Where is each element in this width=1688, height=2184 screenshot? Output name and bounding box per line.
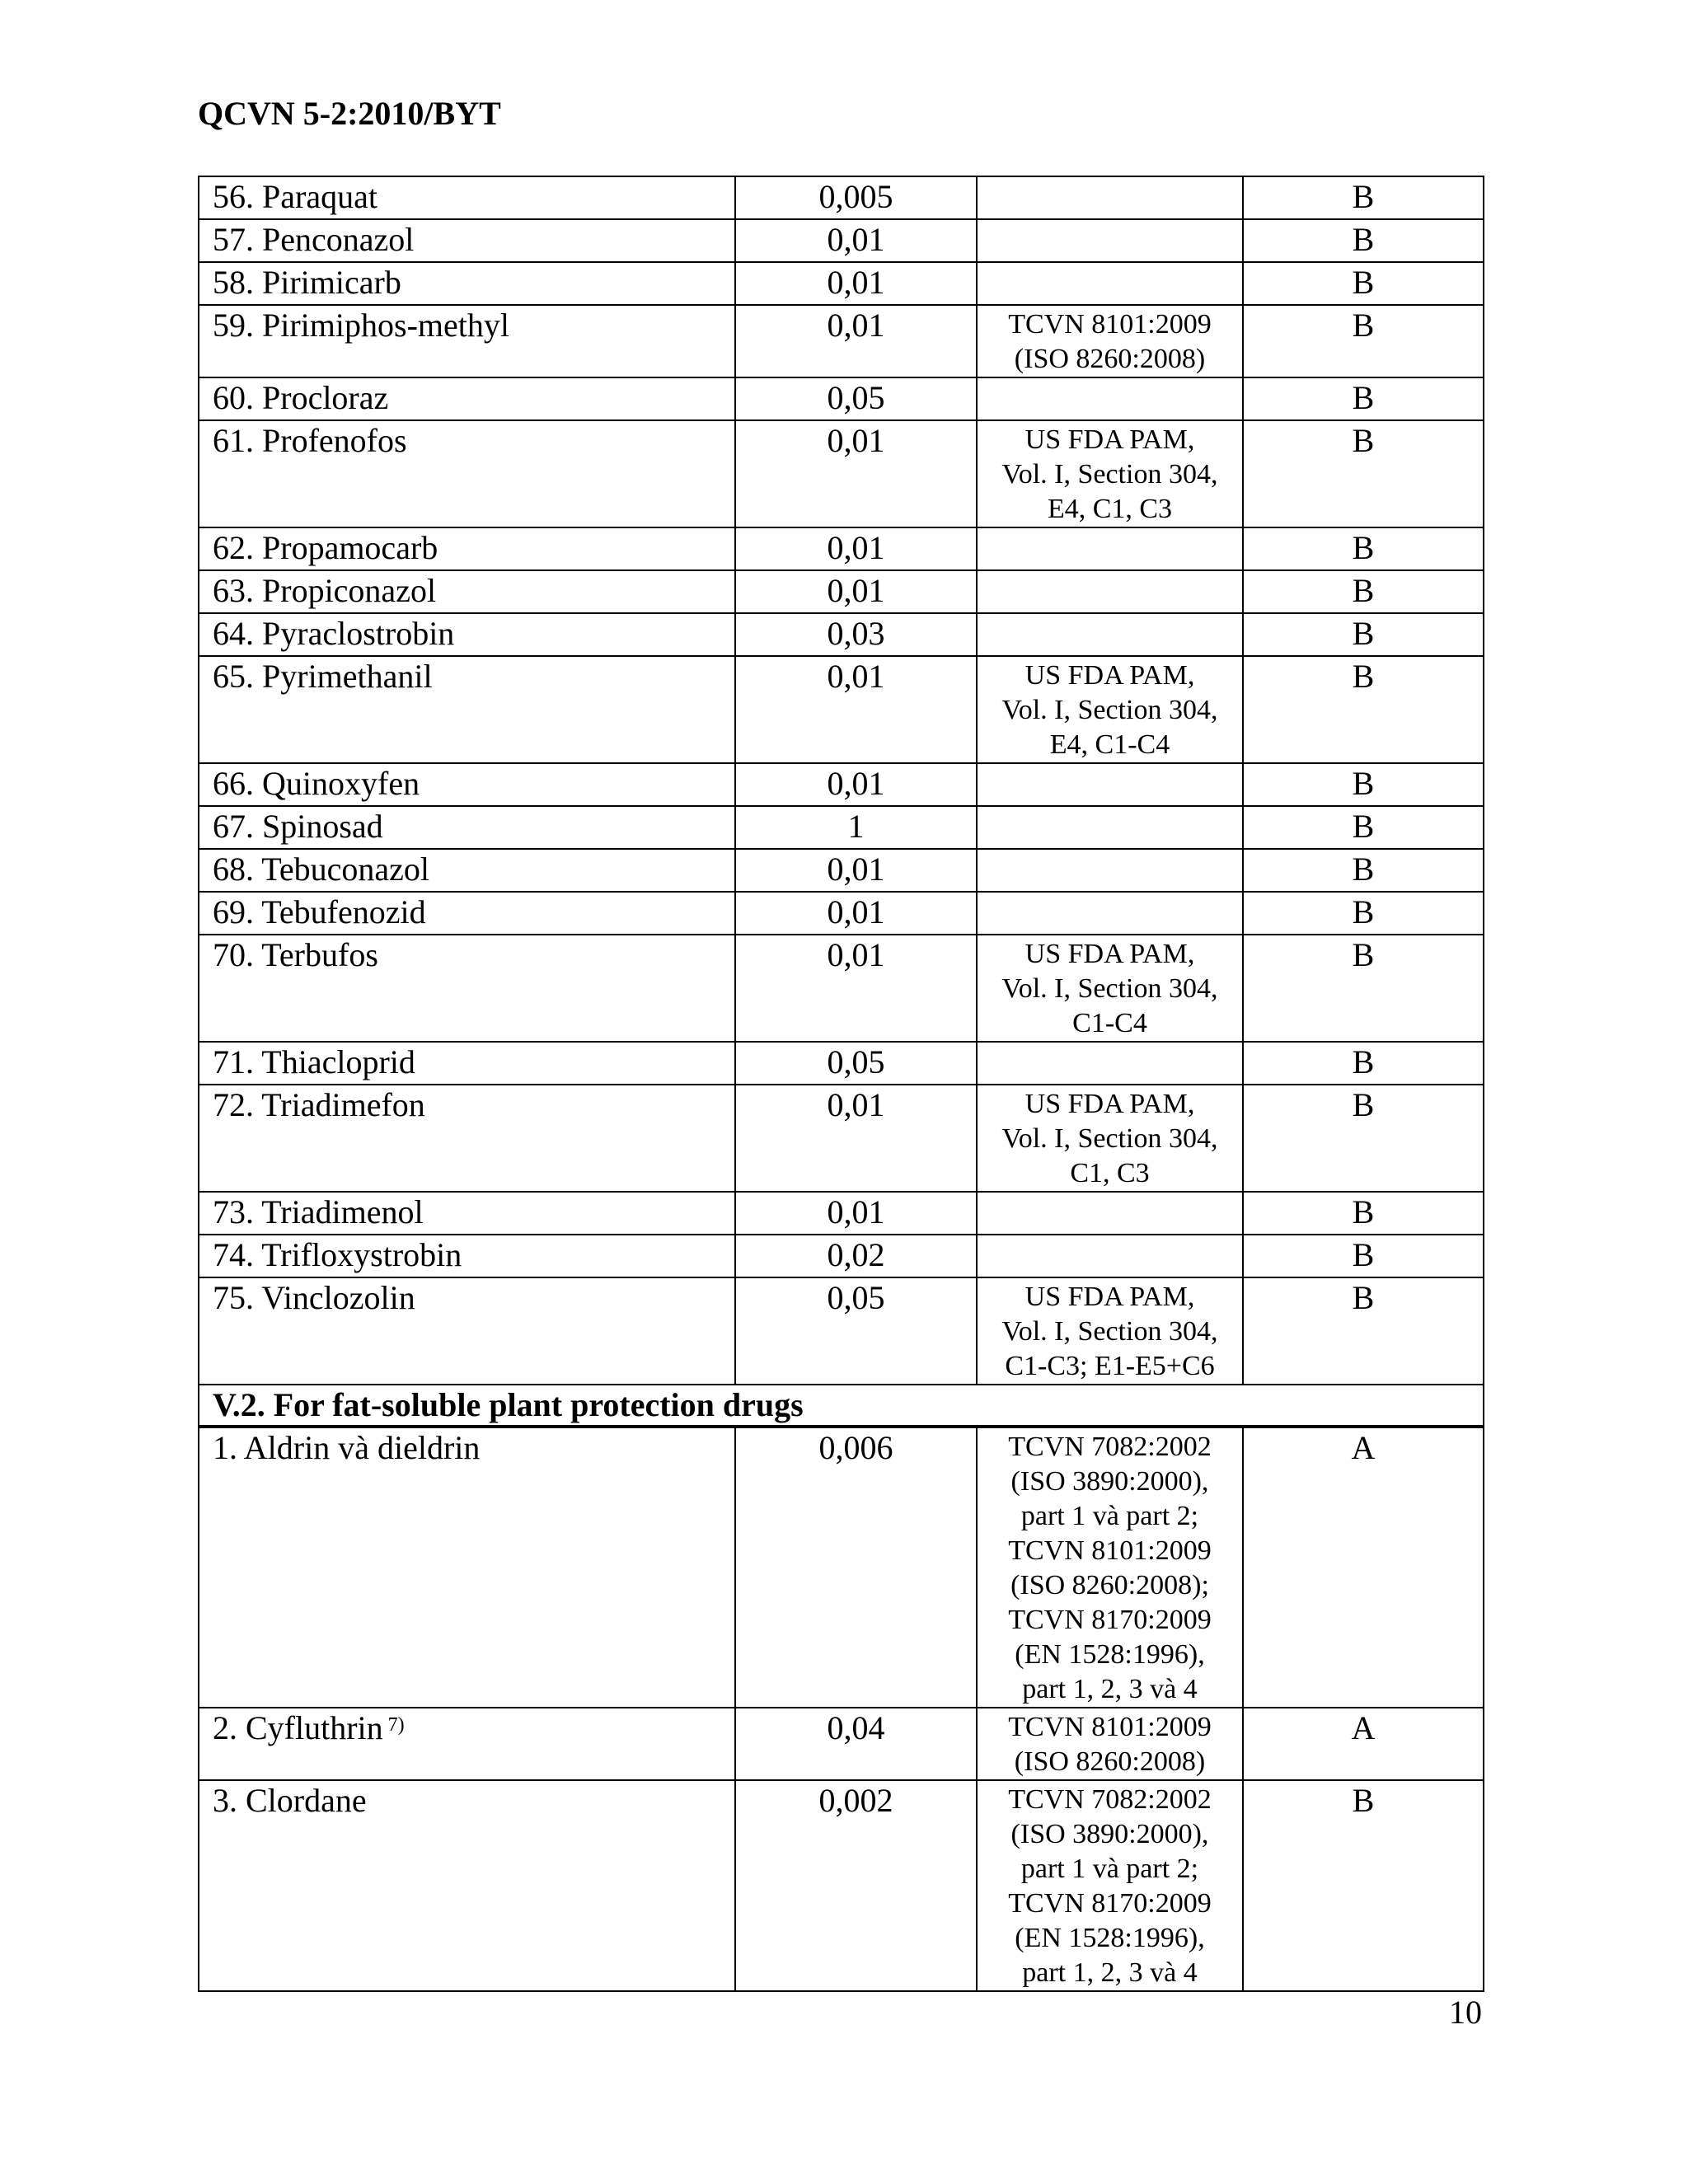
limit-value-cell: 0,05 [735,377,977,420]
test-method-line: C1, C3 [1070,1158,1150,1188]
test-method-line: US FDA PAM, [1025,1089,1195,1119]
limit-value-cell: 0,05 [735,1042,977,1085]
substance-name: 75. Vinclozolin [213,1279,415,1316]
table-row [199,1235,1484,1277]
limit-value-cell: 0,04 [735,1708,977,1780]
test-method-line: Vol. I, Section 304, [1001,1316,1218,1347]
substance-name-cell [199,935,735,1042]
classification-cell: B [1243,1235,1484,1277]
substance-name-cell [199,305,735,377]
test-method-cell [977,527,1243,570]
substance-name-cell [199,1085,735,1192]
classification-cell: B [1243,219,1484,262]
test-method-cell [977,1427,1243,1708]
limit-value-cell: 0,01 [735,570,977,613]
test-method-cell [977,570,1243,613]
table-row [199,935,1484,1042]
substance-name-cell [199,1277,735,1385]
test-method-cell [977,806,1243,849]
classification-cell: A [1243,1427,1484,1708]
substance-name: 2. Cyfluthrin [213,1709,383,1746]
test-method-line: TCVN 8170:2009 [1008,1888,1212,1919]
classification-cell: B [1243,613,1484,656]
limit-value-cell: 0,01 [735,262,977,305]
substance-name: 70. Terbufos [213,936,378,973]
table-row [199,806,1484,849]
substance-name: 3. Clordane [213,1782,367,1819]
test-method-line: (ISO 8260:2008) [1014,1746,1206,1777]
test-method-cell [977,377,1243,420]
table-row [199,305,1484,377]
table-row [199,1427,1484,1708]
test-method-line: TCVN 7082:2002 [1008,1432,1212,1462]
test-method-cell [977,1780,1243,1991]
classification-cell: B [1243,806,1484,849]
table-row [199,570,1484,613]
test-method-cell [977,1042,1243,1085]
table-row [199,1277,1484,1385]
limit-value-cell: 0,05 [735,1277,977,1385]
test-method-cell [977,1192,1243,1235]
test-method-cell [977,935,1243,1042]
test-method-line: part 1 và part 2; [1020,1854,1199,1884]
test-method-line: TCVN 8101:2009 [1008,1535,1212,1566]
test-method-cell [977,219,1243,262]
table-row [199,219,1484,262]
substance-name-cell [199,1192,735,1235]
table-row [199,613,1484,656]
test-method-cell [977,1277,1243,1385]
classification-cell: B [1243,1277,1484,1385]
test-method-cell [977,176,1243,219]
classification-cell: B [1243,262,1484,305]
substance-name: 1. Aldrin và dieldrin [213,1429,481,1466]
limit-value-cell: 0,01 [735,1192,977,1235]
classification-cell: B [1243,656,1484,763]
limit-value-cell: 0,03 [735,613,977,656]
limit-value-cell: 0,01 [735,305,977,377]
table-row [199,892,1484,935]
classification-cell: B [1243,527,1484,570]
test-method-cell [977,849,1243,892]
table-section-header [199,1385,1484,1427]
substance-name-cell [199,1708,735,1780]
test-method-line: (ISO 3890:2000), [1010,1466,1209,1497]
substance-name: 69. Tebufenozid [213,893,426,930]
substance-name-cell [199,570,735,613]
table-row [199,1085,1484,1192]
substance-name: 62. Propamocarb [213,529,438,566]
classification-cell: B [1243,935,1484,1042]
substance-name: 66. Quinoxyfen [213,765,420,802]
table-row [199,176,1484,219]
test-method-line: (ISO 8260:2008); [1010,1570,1209,1601]
limit-value-cell: 0,002 [735,1780,977,1991]
limit-value-cell: 0,006 [735,1427,977,1708]
test-method-cell [977,420,1243,527]
section-title: V.2. For fat-soluble plant protection drugs [199,1385,1484,1427]
substance-name: 60. Procloraz [213,379,389,416]
substance-name: 59. Pirimiphos-methyl [213,307,509,344]
test-method-cell [977,656,1243,763]
classification-cell: B [1243,1780,1484,1991]
classification-cell: B [1243,570,1484,613]
substance-name-cell [199,763,735,806]
limit-value-cell: 0,01 [735,527,977,570]
test-method-line: US FDA PAM, [1025,660,1195,691]
test-method-line: TCVN 8170:2009 [1008,1605,1212,1635]
test-method-line: (ISO 3890:2000), [1010,1819,1209,1849]
table-body-fat-soluble [199,1427,1484,1991]
test-method-cell [977,763,1243,806]
limit-value-cell: 0,01 [735,420,977,527]
substance-name: 68. Tebuconazol [213,851,430,888]
classification-cell: B [1243,420,1484,527]
substance-name-cell [199,1780,735,1991]
substance-name-cell [199,849,735,892]
table-row [199,262,1484,305]
substance-name: 61. Profenofos [213,422,407,459]
classification-cell: B [1243,1192,1484,1235]
test-method-cell [977,305,1243,377]
test-method-line: (EN 1528:1996), [1015,1639,1205,1670]
limit-value-cell: 1 [735,806,977,849]
limit-value-cell: 0,01 [735,849,977,892]
table-row [199,1042,1484,1085]
test-method-line: (ISO 8260:2008) [1014,344,1206,374]
test-method-line: TCVN 7082:2002 [1008,1784,1212,1815]
test-method-line: part 1 và part 2; [1020,1501,1199,1531]
substance-name: 57. Penconazol [213,221,415,258]
table-row [199,656,1484,763]
test-method-line: Vol. I, Section 304, [1001,459,1218,490]
classification-cell: B [1243,849,1484,892]
substance-name: 72. Triadimefon [213,1086,425,1123]
classification-cell: A [1243,1708,1484,1780]
table-row [199,1708,1484,1780]
limit-value-cell: 0,01 [735,763,977,806]
substance-name: 56. Paraquat [213,178,377,215]
table-row [199,1780,1484,1991]
test-method-line: TCVN 8101:2009 [1008,1712,1212,1742]
test-method-line: US FDA PAM, [1025,939,1195,969]
substance-name: 71. Thiacloprid [213,1043,415,1080]
limit-value-cell: 0,01 [735,656,977,763]
document-header-title: QCVN 5-2:2010/BYT [198,95,501,132]
test-method-cell [977,1085,1243,1192]
limit-value-cell: 0,005 [735,176,977,219]
substance-name: 67. Spinosad [213,808,383,845]
test-method-line: US FDA PAM, [1025,1282,1195,1312]
test-method-line: E4, C1, C3 [1047,494,1173,524]
test-method-cell [977,1708,1243,1780]
substance-name-cell [199,806,735,849]
substance-name: 74. Trifloxystrobin [213,1236,462,1273]
substance-name: 63. Propiconazol [213,572,437,609]
test-method-line: part 1, 2, 3 và 4 [1022,1957,1198,1988]
classification-cell: B [1243,176,1484,219]
test-method-cell [977,1235,1243,1277]
test-method-line: C1-C4 [1072,1008,1147,1038]
test-method-line: Vol. I, Section 304, [1001,695,1218,725]
substance-name-cell [199,219,735,262]
classification-cell: B [1243,1085,1484,1192]
table-row [199,420,1484,527]
substance-name-cell [199,176,735,219]
test-method-line: part 1, 2, 3 và 4 [1022,1674,1198,1704]
table-row [199,1192,1484,1235]
test-method-cell [977,613,1243,656]
classification-cell: B [1243,377,1484,420]
section-row [199,1385,1484,1427]
page-number: 10 [1449,1994,1482,2031]
test-method-line: US FDA PAM, [1025,424,1195,455]
table-row [199,377,1484,420]
classification-cell: B [1243,763,1484,806]
test-method-cell [977,262,1243,305]
pesticide-limits-table [198,176,1484,1992]
test-method-line: (EN 1528:1996), [1015,1923,1205,1953]
limit-value-cell: 0,01 [735,1085,977,1192]
substance-name-cell [199,892,735,935]
substance-name-cell [199,1042,735,1085]
substance-name: 73. Triadimenol [213,1193,424,1230]
limit-value-cell: 0,01 [735,219,977,262]
classification-cell: B [1243,1042,1484,1085]
substance-name: 58. Pirimicarb [213,264,401,301]
test-method-cell [977,892,1243,935]
classification-cell: B [1243,892,1484,935]
test-method-line: Vol. I, Section 304, [1001,1123,1218,1154]
test-method-line: E4, C1-C4 [1049,729,1170,760]
substance-name-cell [199,1235,735,1277]
limit-value-cell: 0,02 [735,1235,977,1277]
test-method-line: C1-C3; E1-E5+C6 [1005,1351,1215,1381]
substance-name-cell [199,1427,735,1708]
substance-name-cell [199,420,735,527]
limit-value-cell: 0,01 [735,935,977,1042]
substance-name: 64. Pyraclostrobin [213,615,455,652]
substance-name-cell [199,613,735,656]
substance-name-cell [199,262,735,305]
substance-name-cell [199,377,735,420]
table-row [199,763,1484,806]
table-row [199,527,1484,570]
substance-name-cell [199,656,735,763]
limit-value-cell: 0,01 [735,892,977,935]
substance-name-cell [199,527,735,570]
table-row [199,849,1484,892]
classification-cell: B [1243,305,1484,377]
footnote-marker: 7) [387,1714,405,1736]
table-body-water-soluble [199,176,1484,1385]
substance-name: 65. Pyrimethanil [213,658,433,695]
test-method-line: TCVN 8101:2009 [1008,309,1212,340]
test-method-line: Vol. I, Section 304, [1001,973,1218,1004]
